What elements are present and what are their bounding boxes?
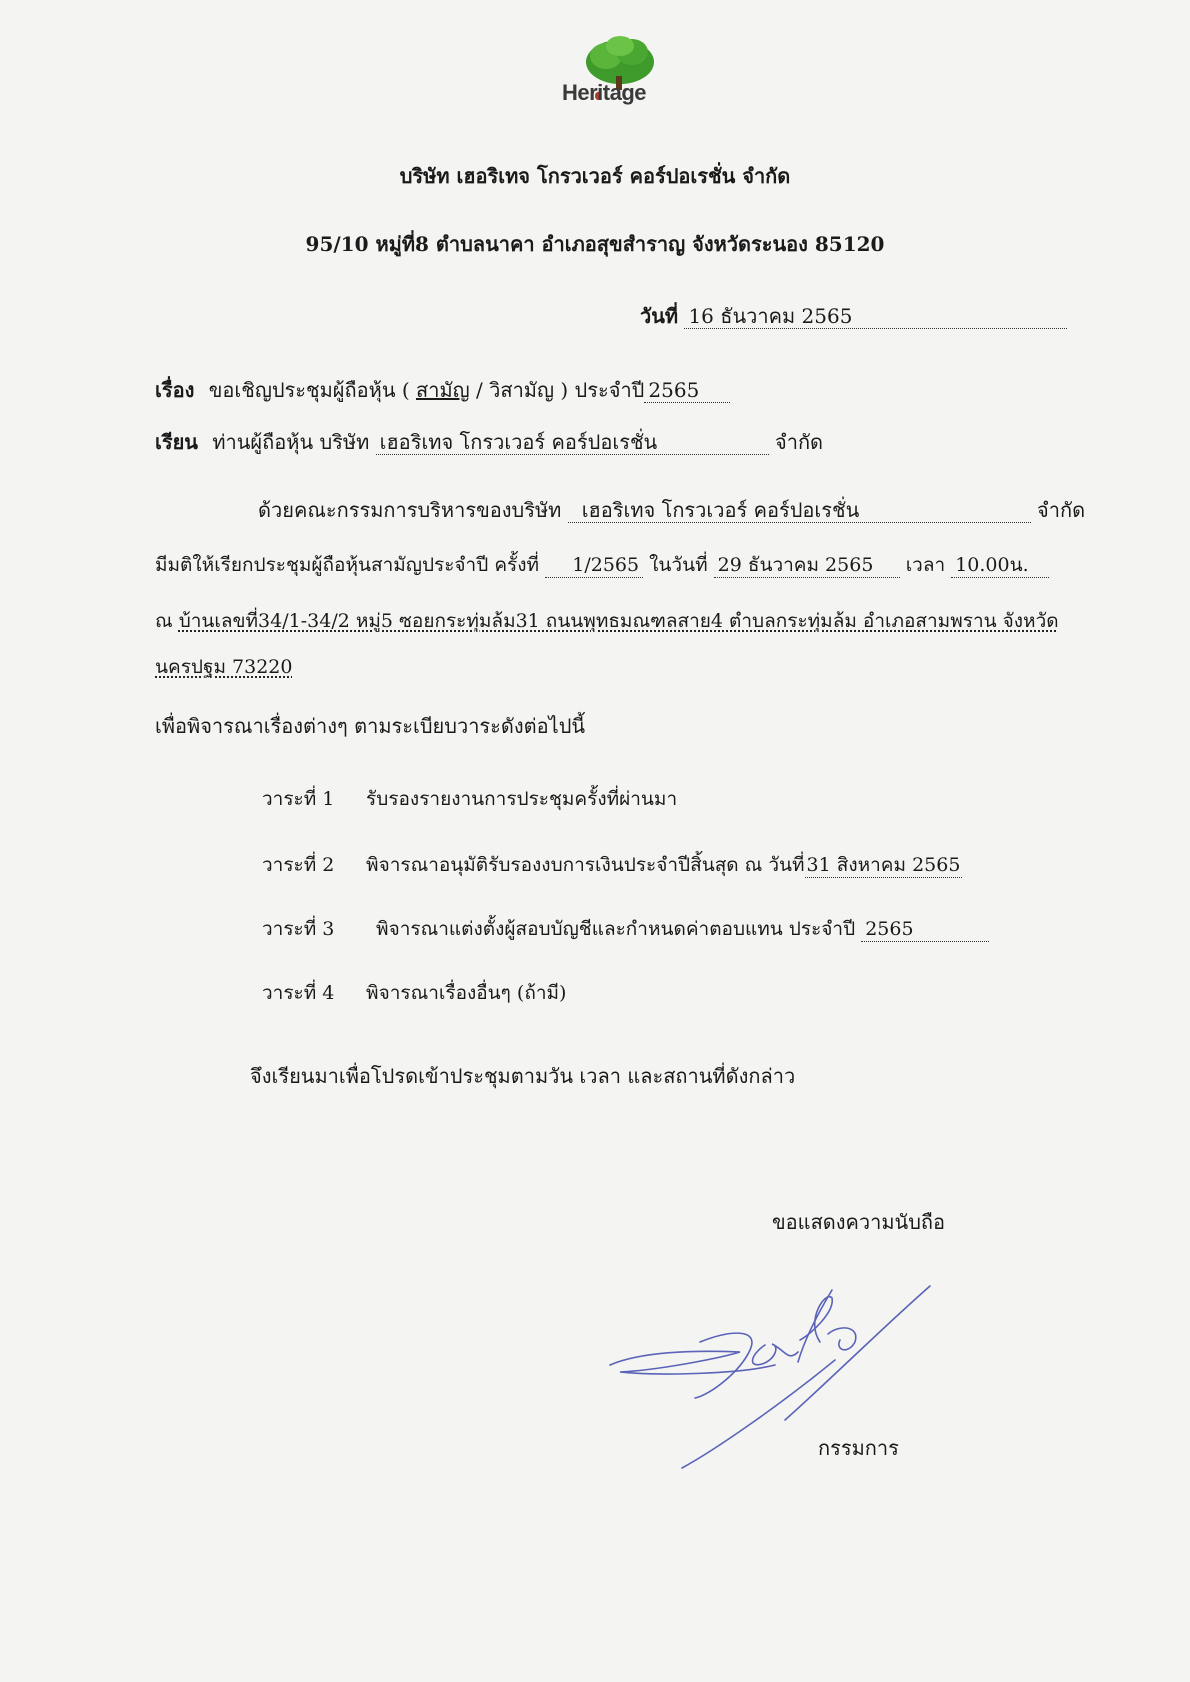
to-text: ท่านผู้ถือหุ้น บริษัท bbox=[212, 430, 370, 454]
meeting-date-label: ในวันที่ bbox=[649, 554, 708, 576]
body-line2-prefix: มีมติให้เรียกประชุมผู้ถือหุ้นสามัญประจำปี ครั้งที่ bbox=[155, 554, 540, 576]
date-label: วันที่ bbox=[640, 304, 679, 328]
to-label: เรียน bbox=[155, 430, 198, 454]
agenda-item-4 bbox=[262, 978, 566, 1008]
to-suffix: จำกัด bbox=[775, 430, 824, 454]
to-line bbox=[155, 426, 823, 458]
meeting-number: 1/2565 bbox=[545, 555, 643, 578]
venue-line-1 bbox=[155, 606, 1059, 636]
to-company: เฮอริเทจ โกรวเวอร์ คอร์ปอเรชั่น bbox=[376, 431, 769, 455]
sign-off: ขอแสดงความนับถือ bbox=[772, 1210, 946, 1234]
agenda-fill: 2565 bbox=[861, 919, 989, 942]
agenda-number: วาระที่ 4 bbox=[262, 982, 335, 1004]
closing-text: จึงเรียนมาเพื่อโปรดเข้าประชุมตามวัน เวลา และสถานที่ดังกล่าว bbox=[250, 1064, 796, 1088]
venue-prefix: ณ bbox=[155, 610, 173, 632]
venue-line-2 bbox=[155, 652, 292, 682]
agenda-text: พิจารณาอนุมัติรับรองงบการเงินประจำปีสิ้นสุด ณ วันที่ bbox=[366, 854, 805, 876]
agenda-number: วาระที่ 3 bbox=[262, 918, 335, 940]
body-line1-prefix: ด้วยคณะกรรมการบริหารของบริษัท bbox=[258, 498, 562, 522]
body-line-2 bbox=[155, 550, 1049, 580]
agenda-number: วาระที่ 1 bbox=[262, 788, 335, 810]
body-line1-suffix: จำกัด bbox=[1037, 498, 1086, 522]
venue-address: บ้านเลขที่34/1-34/2 หมู่5 ซอยกระทุ่มล้ม31 ถนนพุทธมณฑลสาย4 ตำบลกระทุ่มล้ม อำเภอสามพราน จังหวัด bbox=[178, 610, 1059, 632]
agenda-item-2 bbox=[262, 850, 962, 880]
agenda-item-1 bbox=[262, 784, 677, 814]
meeting-date: 29 ธันวาคม 2565 bbox=[714, 555, 900, 578]
venue-province: นครปฐม 73220 bbox=[155, 656, 293, 678]
agenda-intro: เพื่อพิจารณาเรื่องต่างๆ ตามระเบียบวาระดังต่อไปนี้ bbox=[155, 714, 586, 738]
agenda-fill: 31 สิงหาคม 2565 bbox=[806, 854, 961, 876]
subject-text-middle: / วิสามัญ ) ประจำปี bbox=[476, 378, 645, 402]
body-line1-company: เฮอริเทจ โกรวเวอร์ คอร์ปอเรชั่น bbox=[568, 499, 1031, 523]
meeting-time-label: เวลา bbox=[905, 554, 946, 576]
company-name: บริษัท เฮอริเทจ โกรวเวอร์ คอร์ปอเรชั่น จำกัด bbox=[399, 164, 791, 188]
date-value: 16 ธันวาคม 2565 bbox=[684, 305, 1067, 329]
subject-option-selected: สามัญ bbox=[416, 378, 470, 402]
agenda-text: รับรองรายงานการประชุมครั้งที่ผ่านมา bbox=[366, 788, 678, 810]
agenda-number: วาระที่ 2 bbox=[262, 854, 335, 876]
agenda-text: พิจารณาแต่งตั้งผู้สอบบัญชีและกำหนดค่าตอบแทน ประจำปี bbox=[376, 918, 856, 940]
agenda-text: พิจารณาเรื่องอื่นๆ (ถ้ามี) bbox=[366, 982, 567, 1004]
subject-year: 2565 bbox=[644, 379, 730, 403]
body-line-1 bbox=[258, 494, 1085, 526]
date-line bbox=[640, 300, 1067, 332]
agenda-item-3 bbox=[262, 914, 989, 944]
signer-title: กรรมการ bbox=[818, 1436, 899, 1460]
logo-text: Heritage bbox=[562, 80, 647, 105]
subject-text-before: ขอเชิญประชุมผู้ถือหุ้น ( bbox=[208, 378, 410, 402]
signature bbox=[600, 1280, 1000, 1470]
meeting-time: 10.00น. bbox=[951, 555, 1049, 578]
subject-line bbox=[155, 374, 730, 406]
company-address: 95/10 หมู่ที่8 ตำบลนาคา อำเภอสุขสำราญ จังหวัดระนอง 85120 bbox=[305, 232, 885, 256]
subject-label: เรื่อง bbox=[155, 378, 195, 402]
